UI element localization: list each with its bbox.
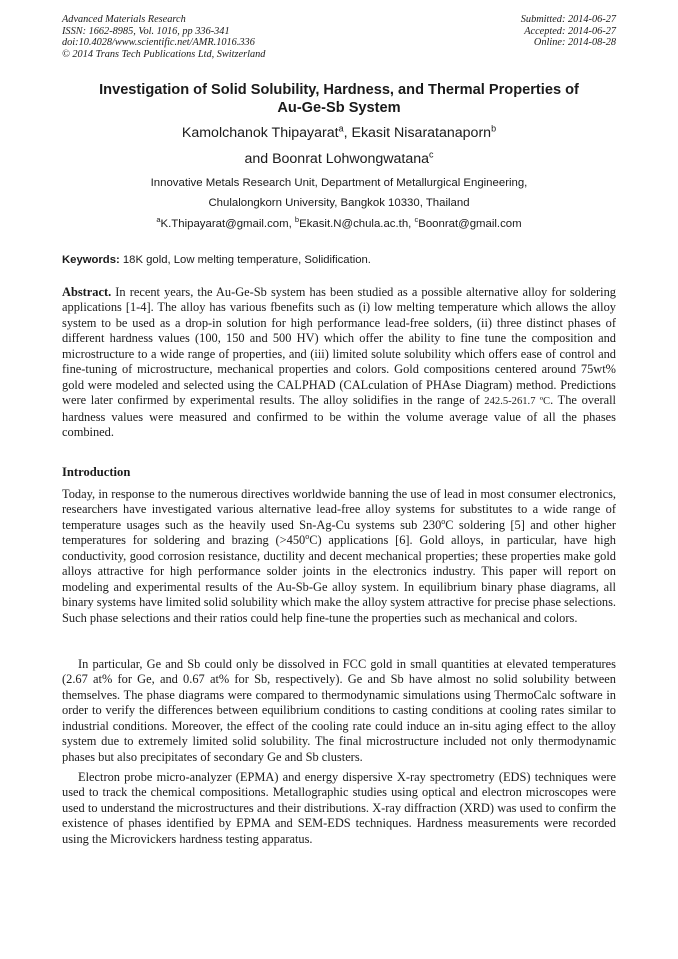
submission-dates xyxy=(521,14,616,49)
email-marker: b xyxy=(294,215,300,225)
abstract-label: Abstract. xyxy=(62,285,112,299)
accepted-date: Accepted: 2014-06-27 xyxy=(524,25,616,37)
melting-range: 242.5-261.7 ºC xyxy=(484,396,551,408)
intro-paragraph-1 xyxy=(62,487,616,626)
author-marker: b xyxy=(491,123,497,134)
keywords-text: 18K gold, Low melting temperature, Solidification. xyxy=(119,254,371,266)
degree-mark: o xyxy=(305,532,310,542)
email-address: Ekasit.N@chula.ac.th, xyxy=(299,218,415,230)
abstract xyxy=(62,285,616,441)
email-address: Boonrat@gmail.com xyxy=(418,218,522,230)
author-separator: , xyxy=(343,125,352,141)
email-marker: a xyxy=(156,215,161,225)
keywords-label: Keywords: xyxy=(62,254,120,266)
paragraph-text: C soldering [5] and other higher temperatures for soldering and brazing (>450 xyxy=(62,517,616,548)
abstract-text: In recent years, the Au-Ge-Sb system has been studied as a possible alternative alloy for soldering applications [1-4]. The alloy has various fbenefits such as (i) low melting temperature which allows the alloy system to be used as a drop-in solution for high performance lead-free solders, (ii) three distinct phases of different hardness values (100, 150 and 500 HV) which offer the ability to fine tune the composition and microstructure to a wide range of properties, and (iii) limited solute solubility which offers ease of control and fine-tuning of microstructure, mechanical properties and colors. Gold compositions centered around 75wt% gold were modeled and selected using the CALPHAD (CALculation of PHAse Diagram) method. Predictions were later confirmed by experimental results. The alloy solidifies in the range of xyxy=(62,285,616,408)
email-address: K.Thipayarat@gmail.com, xyxy=(160,218,295,230)
paragraph-text: Today, in response to the numerous directives worldwide banning the use of lead in most consumer electronics, researchers have investigated various alternative lead-free alloy systems for substitutes to a wide range of temperature usages such as the heavily used Sn-Ag-Cu systems sub 230 xyxy=(62,487,616,532)
author-marker: c xyxy=(429,149,434,160)
affiliation-line-2: Chulalongkorn University, Bangkok 10330, Thailand xyxy=(208,197,470,209)
authors-line-1 xyxy=(40,125,638,142)
authors-line-2 xyxy=(40,151,638,168)
email-marker: c xyxy=(414,215,419,225)
journal-info xyxy=(62,14,265,60)
keywords xyxy=(62,253,616,267)
affiliation-line-1: Innovative Metals Research Unit, Department of Metallurgical Engineering, xyxy=(150,177,528,189)
title-line-2: Au-Ge-Sb System xyxy=(277,99,401,116)
intro-paragraph-2: In particular, Ge and Sb could only be dissolved in FCC gold in small quantities at elevated temperatures (2.67 at% for Ge, and 0.67 at% for Sb, respectively). Ge and Sb have almost no solid solubility between themselves. The phase diagrams were compared to thermodynamic simulations using ThermoCalc software in order to verify the differences between equilibrium conditions to casting conditions at cooling rates similar to industrial conditions. Moreover, the effect of the cooling rate could induce an in-situ aging effect to the alloy system due to extremely limited solid solubility. The final microstructure included not only thermodynamic phases but also precipitates of secondary Ge and Sb clusters. xyxy=(62,657,616,764)
online-date: Online: 2014-08-28 xyxy=(533,37,616,49)
journal-doi: doi:10.4028/www.scientific.net/AMR.1016.336 xyxy=(62,37,255,49)
paper-title xyxy=(50,82,628,117)
journal-name: Advanced Materials Research xyxy=(62,14,186,25)
journal-copyright: © 2014 Trans Tech Publications Ltd, Switzerland xyxy=(62,48,266,60)
paragraph-text: C) applications [6]. Gold alloys, in particular, have high conductivity, good corrosion resistance, ductility and decent mechanical properties; these properties make gold alloys attractive for high performance solder joints in the electronics industry. This paper will report on modeling and experimental results of the Au-Sb-Ge alloy system. In equilibrium binary phase diagrams, all binary systems have limited solid solubility which make the alloy system attractive for precise phase selections. Such phase selections and their ratios could help fine-tune the properties such as mechanical and colors. xyxy=(62,533,617,625)
author-name: and Boonrat Lohwongwatana xyxy=(244,151,430,167)
author-name: Kamolchanok Thipayarat xyxy=(181,125,339,141)
abstract-text-end: . The overall hardness values were measured and confirmed to be within the volume average value of all the phases combined. xyxy=(62,393,617,440)
author-marker: a xyxy=(338,123,344,134)
degree-mark: o xyxy=(441,516,446,526)
submitted-date: Submitted: 2014-06-27 xyxy=(520,14,616,25)
journal-issn: ISSN: 1662-8985, Vol. 1016, pp 336-341 xyxy=(62,25,230,37)
author-name: Ekasit Nisaratanaporn xyxy=(351,125,492,141)
author-emails xyxy=(40,217,638,231)
intro-paragraph-3: Electron probe micro-analyzer (EPMA) and energy dispersive X-ray spectrometry (EDS) techniques were used to track the chemical compositions. Metallographic studies using optical and electron microscopes were used to understand the microstructures and their distributions. X-ray diffraction (XRD) was used to confirm the existence of phases identified by EPMA and SEM-EDS techniques. Hardness measurements were recorded using the Microvickers hardness testing apparatus. xyxy=(62,770,616,846)
introduction-heading: Introduction xyxy=(62,465,131,479)
title-line-1: Investigation of Solid Solubility, Hardness, and Thermal Properties of xyxy=(99,82,579,98)
